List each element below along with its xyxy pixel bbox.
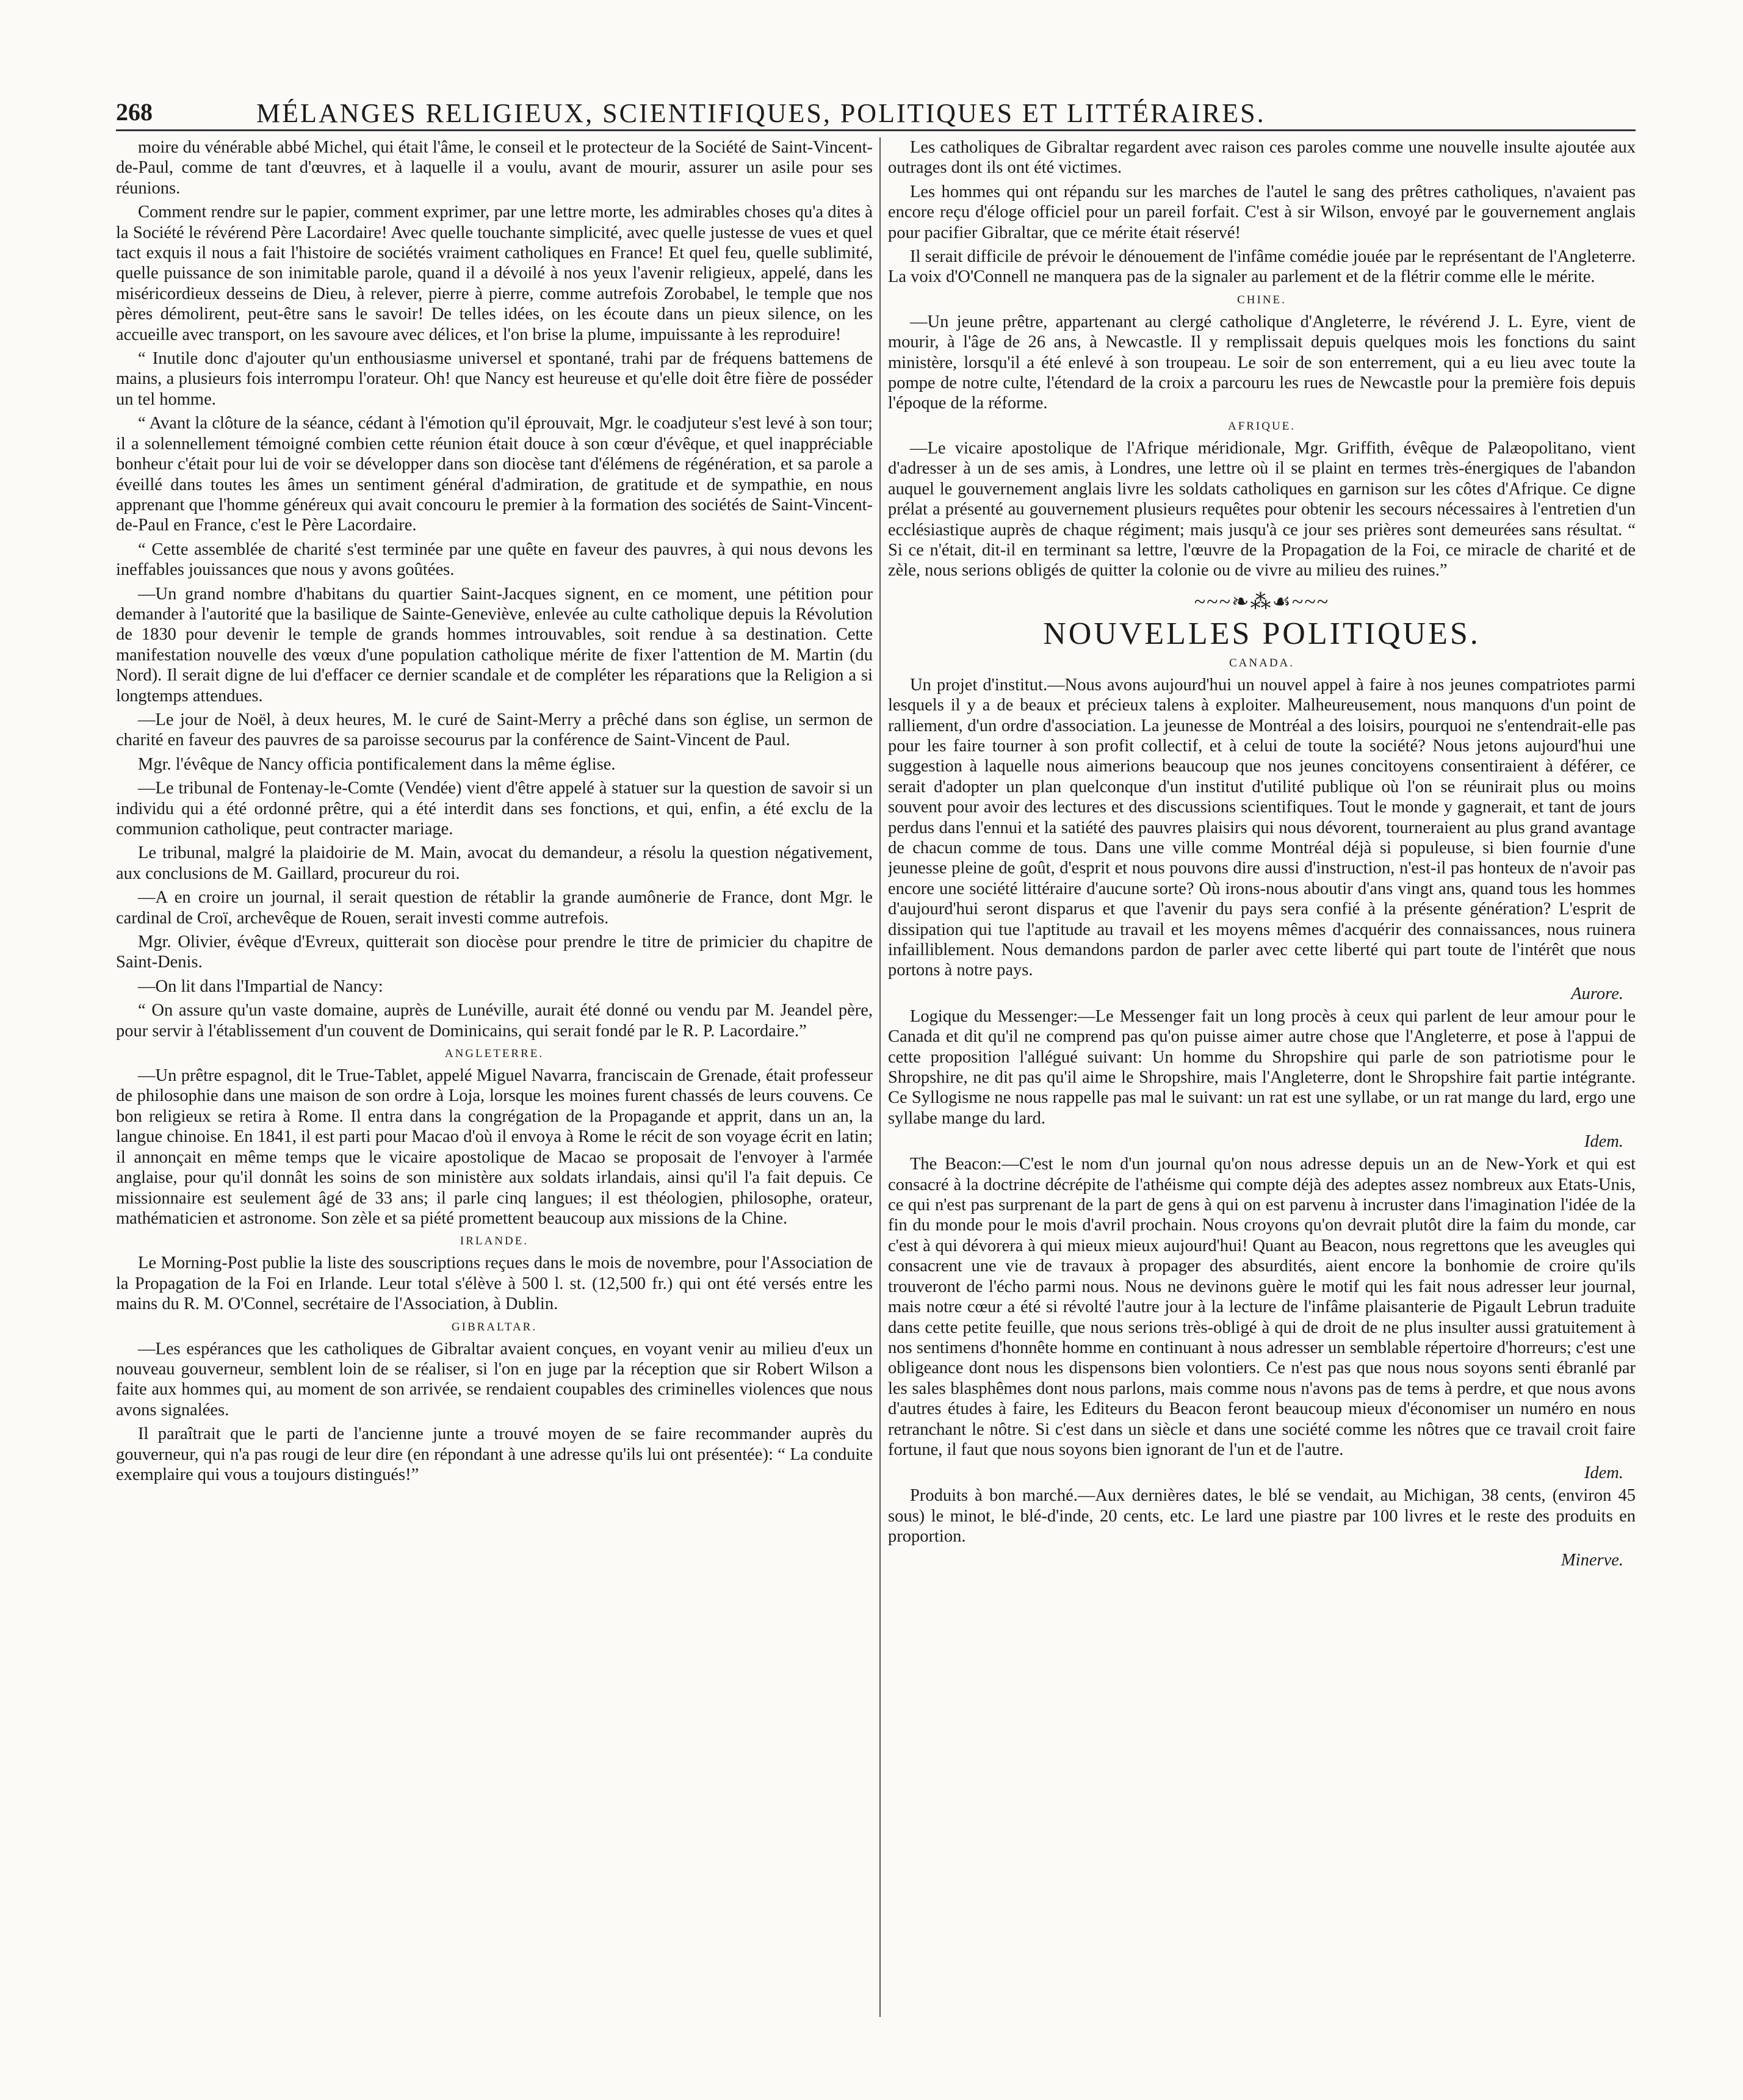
page-header <box>116 92 1636 134</box>
right-column <box>888 137 1636 2017</box>
article-paragraph: Il serait difficile de prévoir le dénouement de l'infâme comédie jouée par le représentant de l'Angleterre. La voix d'O'Connell ne manquera pas de la signaler au parlement et de la flétrir comme elle le mérite. <box>888 247 1636 287</box>
article-paragraph: Un projet d'institut.—Nous avons aujourd'hui un nouvel appel à faire à nos jeunes compatriotes parmi lesquels il y a de beaux et précieux talens à exploiter. Malheureusement, nous manquons d'un point de ralliement, d'un ordre d'association. La jeunesse de Montréal a des loisirs, pourquoi ne s'entendrait-elle pas pour les faire tourner à son profit collectif, et à celui de toute la société? Nous jetons aujourd'hui une suggestion à laquelle nous aimerions beaucoup que nos jeunes concitoyens consentiraient à déférer, ce serait d'adopter un plan quelconque d'un institut d'utilité publique où l'on se réunirait plus ou moins souvent pour avoir des lectures et des discussions scientifiques. Tout le monde y gagnerait, et tant de jours perdus dans l'ennui et la satiété des pauvres plaisirs qui nous dévorent, tourneraient au plus grand avantage de chacun comme de tous. Dans une ville comme Montréal déjà si populeuse, si bien fournie d'une jeunesse pleine de goût, d'esprit et nous pouvons dire aussi d'instruction, n'est-il pas honteux de n'avoir pas encore une société littéraire d'aucune sorte? Où irons-nous aboutir d'ans vingt ans, quand tous les hommes d'aujourd'hui seront disparus et que l'avenir du pays sera confié à la présente génération? L'esprit de dissipation qui tue l'aptitude au travail et les moyens mêmes d'acquérir des connaissances, nous ruinera infailliblement. Nous demandons pardon de parler avec cette liberté qui part toute de l'intérêt que nous portons à notre pays. <box>888 675 1636 980</box>
source-signature: Idem. <box>1584 1132 1623 1152</box>
article-paragraph: Le Morning-Post publie la liste des souscriptions reçues dans le mois de novembre, pour l'Association de la Propagation de la Foi en Irlande. Leur total s'élève à 500 l. st. (12,500 fr.) qui ont été versés entre les mains du R. M. O'Connel, secrétaire de l'Association, à Dublin. <box>116 1254 873 1314</box>
article-paragraph: moire du vénérable abbé Michel, qui était l'âme, le conseil et le protecteur de la Société de Saint-Vincent-de-Paul, comme de tant d'œuvres, et à laquelle il a voulu, avant de mourir, assurer un asile pour ses réunions. <box>116 138 873 198</box>
article-paragraph: —Un grand nombre d'habitans du quartier Saint-Jacques signent, en ce moment, une pétition pour demander à l'autorité que la basilique de Sainte-Geneviève, enlevée au culte catholique depuis la Révolution de 1830 pour devenir le temple de grands hommes introuvables, soit rendue à sa destination. Cette manifestation nouvelle des vœux d'une population catholique mérite de fixer l'attention de M. Martin (du Nord). Il serait digne de lui d'effacer ce dernier scandale et de compléter les réparations que la Religion a si longtemps attendues. <box>116 584 873 705</box>
section-heading: ANGLETERRE. <box>444 1047 544 1061</box>
article-paragraph: The Beacon:—C'est le nom d'un journal qu'on nous adresse depuis un an de New-York et qui est consacré à la doctrine décrépite de l'athéisme qui compte déjà des adeptes assez nombreux aux Etats-Unis, ce qui n'est pas surprenant de la part de gens à qui on est parvenu à incruster dans l'imagination l'idée de la fin du monde pour le mois d'avril prochain. Nous croyons qu'on devrait plutôt dire la faim du monde, car c'est à qui dévorera à qui mieux mieux aujourd'hui! Quant au Beacon, nous regrettons que les aveugles qui consacrent une vie de travaux à propager des absurdités, aient encore la bonhomie de croire qu'ils trouveront de l'écho parmi nous. Nous ne devinons guère le motif qui les fait nous adresser leur journal, mais notre cœur a été si révolté l'autre jour à la lecture de l'infâme plaisanterie de Pigault Lebrun traduite dans cette petite feuille, que nous serions très-obligé à qui de droit de ne plus insulter aussi gratuitement à nos sentimens d'honnête homme en continuant à nous adresser un semblable répertoire d'horreurs; c'est une obligeance dont nous les dispensons bien volontiers. Ce n'est pas que nous nous soyons senti ébranlé par les sales blasphêmes dont nous parlons, mais comme nous n'avons pas de tems à perdre, et que nous avons d'autres études à faire, les Editeurs du Beacon feront beaucoup mieux d'économiser un numéro en nous retranchant le nôtre. Si c'est dans un siècle et dans une société comme les nôtres que ce travail croit faire fortune, il faut que nous soyons bien ignorant de l'un et de l'autre. <box>888 1155 1636 1459</box>
article-paragraph: Produits à bon marché.—Aux dernières dates, le blé se vendait, au Michigan, 38 cents, (environ 45 sous) le minot, le blé-d'inde, 20 cents, etc. Le lard une piastre par 100 livres et le reste des produits en proportion. <box>888 1486 1636 1546</box>
article-paragraph: —Le jour de Noël, à deux heures, M. le curé de Saint-Merry a prêché dans son église, un sermon de charité en faveur des pauvres de sa paroisse secourus par la conférence de Saint-Vincent de Paul. <box>116 710 873 750</box>
article-paragraph: Comment rendre sur le papier, comment exprimer, par une lettre morte, les admirables choses qu'a dites à la Société le révérend Père Lacordaire! Avec quelle touchante simplicité, avec quelle justesse de vues et quel tact exquis il nous a fait l'histoire de sociétés vraiment catholiques en France! Et quel feu, quelle sublimité, quelle puissance de son inimitable parole, quand il a dévoilé à nos yeux l'avenir religieux, appelé, dans les miséricordieux desseins de Dieu, à relever, pierre à pierre, comme autrefois Zorobabel, le temple que nos pères démolirent, peut-être sans le savoir! De telles idées, on les écoute dans un pieux silence, on les accueille avec transport, on les savoure avec délices, et l'on brise la plume, impuissante à les reproduire! <box>116 203 873 344</box>
section-heading: IRLANDE. <box>460 1235 529 1248</box>
section-heading: CANADA. <box>1229 656 1295 669</box>
article-paragraph: —Les espérances que les catholiques de Gibraltar avaient conçues, en voyant venir au milieu d'eux un nouveau gouverneur, semblent loin de se réaliser, si l'on en juge par la réception que sir Robert Wilson a faite aux hommes qui, au moment de son arrivée, se rendaient coupables des criminelles violences que nous avons signalées. <box>116 1339 873 1420</box>
left-column <box>116 137 873 2017</box>
source-signature: Minerve. <box>1561 1550 1623 1570</box>
article-paragraph: —Le vicaire apostolique de l'Afrique méridionale, Mgr. Griffith, évêque de Palæopolitano, vient d'adresser à un de ses amis, à Londres, une lettre où il se plaint en termes très-énergiques de l'abandon auquel le gouvernement anglais livre les soldats catholiques en garnison sur les côtes d'Afrique. Ce digne prélat a présenté au gouvernement plusieurs requêtes pour obtenir les secours nécessaires à l'entretien d'un ecclésiastique auprès de chaque régiment; mais jusqu'à ce jour ses prières sont demeurées sans résultat. “ Si ce n'était, dit-il en terminant sa lettre, l'œuvre de la Propagation de la Foi, ce miracle de charité et de zèle, nous serions obligés de quitter la colonie ou de vivre au milieu des ruines.” <box>888 438 1636 580</box>
page-number: 268 <box>116 98 153 126</box>
article-paragraph: —Un jeune prêtre, appartenant au clergé catholique d'Angleterre, le révérend J. L. Eyre, vient de mourir, à l'âge de 26 ans, à Newcastle. Il y remplissait depuis quelques mois les fonctions du saint ministère, lorsqu'il a été enlevé à son troupeau. Le soir de son enterrement, qui a eu lieu avec toute la pompe de notre culte, l'étendard de la croix a parcouru les rues de Newcastle pour la première fois depuis l'époque de la réforme. <box>888 312 1636 413</box>
ornament-divider: ~~~❧⁂☙~~~ <box>1194 590 1330 613</box>
article-paragraph: Mgr. Olivier, évêque d'Evreux, quitterait son diocèse pour prendre le titre de primicier du chapitre de Saint-Denis. <box>116 933 873 972</box>
column-divider <box>879 137 881 2017</box>
article-paragraph: “ Inutile donc d'ajouter qu'un enthousiasme universel et spontané, trahi par de fréquens battemens de mains, a plusieurs fois interrompu l'orateur. Oh! que Nancy est heureuse et qu'elle doit être fière de posséder un tel homme. <box>116 349 873 409</box>
article-paragraph: —Le tribunal de Fontenay-le-Comte (Vendée) vient d'être appelé à statuer sur la question de savoir si un individu qui a été ordonné prêtre, qui a été interdit dans ses fonctions, et qui, enfin, a été exclu de la communion catholique, peut contracter mariage. <box>116 779 873 839</box>
source-signature: Idem. <box>1584 1463 1623 1483</box>
section-heading: GIBRALTAR. <box>451 1320 538 1333</box>
header-rule <box>116 129 1636 131</box>
article-paragraph: Les hommes qui ont répandu sur les marches de l'autel le sang des prêtres catholiques, n'avaient pas encore reçu d'éloge officiel pour un pareil forfait. C'est à sir Wilson, envoyé par le gouvernement anglais pour pacifier Gibraltar, que ce mérite était réservé! <box>888 182 1636 242</box>
source-signature: Aurore. <box>1571 984 1623 1003</box>
article-paragraph: “ Avant la clôture de la séance, cédant à l'émotion qu'il éprouvait, Mgr. le coadjuteur s'est levé à son tour; il a solennellement témoigné combien cette réunion était douce à son cœur d'évêque, et quel inappréciable bonheur c'était pour lui de voir se développer dans son diocèse tant d'élémens de régénération, et sa parole a éveillé dans toutes les âmes un sentiment général d'admiration, de gratitude et de sympathie, en nous apprenant que l'homme généreux qui avait concouru le premier à la formation des sociétés de Saint-Vincent-de-Paul en France, c'est le Père Lacordaire. <box>116 414 873 535</box>
article-paragraph: Les catholiques de Gibraltar regardent avec raison ces paroles comme une nouvelle insulte ajoutée aux outrages dont ils ont été victimes. <box>888 138 1636 178</box>
section-title: NOUVELLES POLITIQUES. <box>1043 616 1481 651</box>
running-title: MÉLANGES RELIGIEUX, SCIENTIFIQUES, POLITIQUES ET LITTÉRAIRES. <box>256 98 1266 128</box>
article-paragraph: “ On assure qu'un vaste domaine, auprès de Lunéville, aurait été donné ou vendu par M. Jeandel père, pour servir à l'établissement d'un couvent de Dominicains, qui serait fondé par le R. P. Lacordaire.” <box>116 1001 873 1041</box>
article-paragraph: Le tribunal, malgré la plaidoirie de M. Main, avocat du demandeur, a résolu la question négativement, aux conclusions de M. Gaillard, procureur du roi. <box>116 843 873 883</box>
article-paragraph: —Un prêtre espagnol, dit le True-Tablet, appelé Miguel Navarra, franciscain de Grenade, était professeur de philosophie dans une maison de son ordre à Loja, lorsque les moines furent chassés de leurs couvens. Ce bon religieux se retira à Rome. Il entra dans la congrégation de la Propagande et apprit, dans un an, la langue chinoise. En 1841, il est parti pour Macao d'où il envoya à Rome le récit de son voyage écrit en latin; il annonçait en même temps que le vicaire apostolique de Macao se proposait de l'envoyer à l'armée anglaise, pour qu'il donnât les soins de son ministère aux soldats irlandais, ainsi qu'il l'a fait depuis. Ce missionnaire est seulement âgé de 33 ans; il parle cinq langues; il est théologien, philosophe, orateur, mathématicien et astronome. Son zèle et sa piété promettent beaucoup aux missions de la Chine. <box>116 1066 873 1228</box>
article-paragraph: Mgr. l'évêque de Nancy officia pontificalement dans la même église. <box>138 754 616 774</box>
article-paragraph: “ Cette assemblée de charité s'est terminée par une quête en faveur des pauvres, à qui nous devons les ineffables jouissances que nous y avons goûtées. <box>116 539 873 580</box>
section-heading: AFRIQUE. <box>1227 419 1296 433</box>
article-paragraph: Logique du Messenger:—Le Messenger fait un long procès à ceux qui parlent de leur amour pour le Canada et dit qu'il ne comprend pas qu'on puisse aimer autre chose que l'Angleterre, et pose à l'appui de cette proposition l'allégué suivant: Un homme du Shropshire qui parle de son patriotisme pour le Shropshire, ne dit pas qu'il aime le Shropshire, mais l'Angleterre, dont le Shropshire fait partie intégrante. Ce Syllogisme ne nous rappelle pas mal le suivant: un rat est une syllabe, or un rat mange du lard, ergo une syllabe mange du lard. <box>888 1006 1636 1128</box>
section-heading: CHINE. <box>1237 293 1286 306</box>
article-paragraph: —On lit dans l'Impartial de Nancy: <box>138 976 383 996</box>
article-paragraph: Il paraîtrait que le parti de l'ancienne junte a trouvé moyen de se faire recommander auprès du gouverneur, qui n'a pas rougi de leur dire (en répondant à une adresse qu'ils lui ont présentée): “ La conduite exemplaire qui vous a toujours distingués!” <box>116 1424 873 1484</box>
article-paragraph: —A en croire un journal, il serait question de rétablir la grande aumônerie de France, dont Mgr. le cardinal de Croï, archevêque de Rouen, serait investi comme autrefois. <box>116 888 873 928</box>
